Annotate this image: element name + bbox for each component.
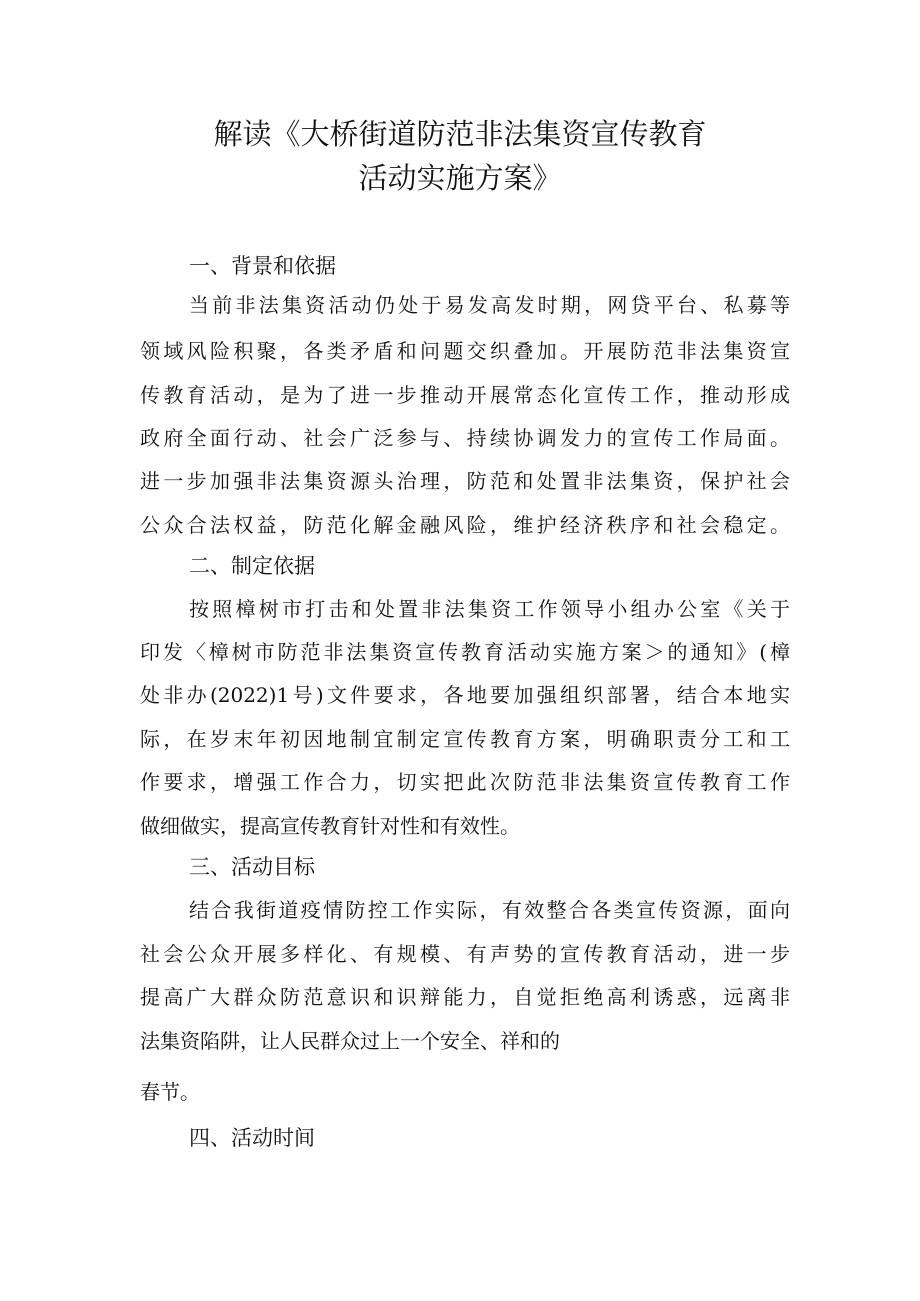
- section-heading-goals: 三、活动目标: [189, 855, 315, 879]
- paragraph-line: 政府全面行动、社会广泛参与、持续协调发力的宣传工作局面。: [140, 426, 790, 450]
- paragraph-line: 春节。: [140, 1080, 200, 1104]
- section-heading-time: 四、活动时间: [189, 1126, 315, 1150]
- paragraph-line: 公众合法权益，防范化解金融风险，维护经济秩序和社会稳定。: [140, 513, 790, 537]
- paragraph-line: 作要求，增强工作合力，切实把此次防范非法集资宣传教育工作: [140, 770, 790, 794]
- document-title-line-2: 活动实施方案》: [358, 161, 562, 195]
- paragraph-line: 印发〈樟树市防范非法集资宣传教育活动实施方案＞的通知》(樟: [140, 640, 790, 664]
- paragraph-line: 际，在岁末年初因地制宜制定宣传教育方案，明确职责分工和工: [140, 727, 790, 751]
- paragraph-line: 处非办(2022)1号)文件要求，各地要加强组织部署，结合本地实: [140, 683, 790, 707]
- section-heading-basis: 二、制定依据: [189, 554, 315, 578]
- paragraph-line: 提高广大群众防范意识和识辩能力，自觉拒绝高利诱惑，远离非: [140, 985, 790, 1009]
- paragraph-line: 领域风险积聚，各类矛盾和问题交织叠加。开展防范非法集资宣: [140, 339, 790, 363]
- paragraph-line: 法集资陷阱，让人民群众过上一个安全、祥和的: [140, 1029, 560, 1053]
- paragraph-line: 社会公众开展多样化、有规模、有声势的宣传教育活动，进一步: [140, 942, 790, 966]
- paragraph-line: 做细做实，提高宣传教育针对性和有效性。: [140, 814, 520, 838]
- document-title-line-1: 解读《大桥街道防范非法集资宣传教育: [213, 117, 707, 151]
- paragraph-line: 当前非法集资活动仍处于易发高发时期，网贷平台、私募等: [189, 293, 790, 317]
- section-heading-background: 一、背景和依据: [189, 254, 336, 278]
- paragraph-line: 结合我街道疫情防控工作实际，有效整合各类宣传资源，面向: [189, 898, 790, 922]
- paragraph-line: 传教育活动，是为了进一步推动开展常态化宣传工作，推动形成: [140, 383, 790, 407]
- paragraph-line: 进一步加强非法集资源头治理，防范和处置非法集资，保护社会: [140, 469, 790, 493]
- paragraph-line: 按照樟树市打击和处置非法集资工作领导小组办公室《关于: [189, 597, 790, 621]
